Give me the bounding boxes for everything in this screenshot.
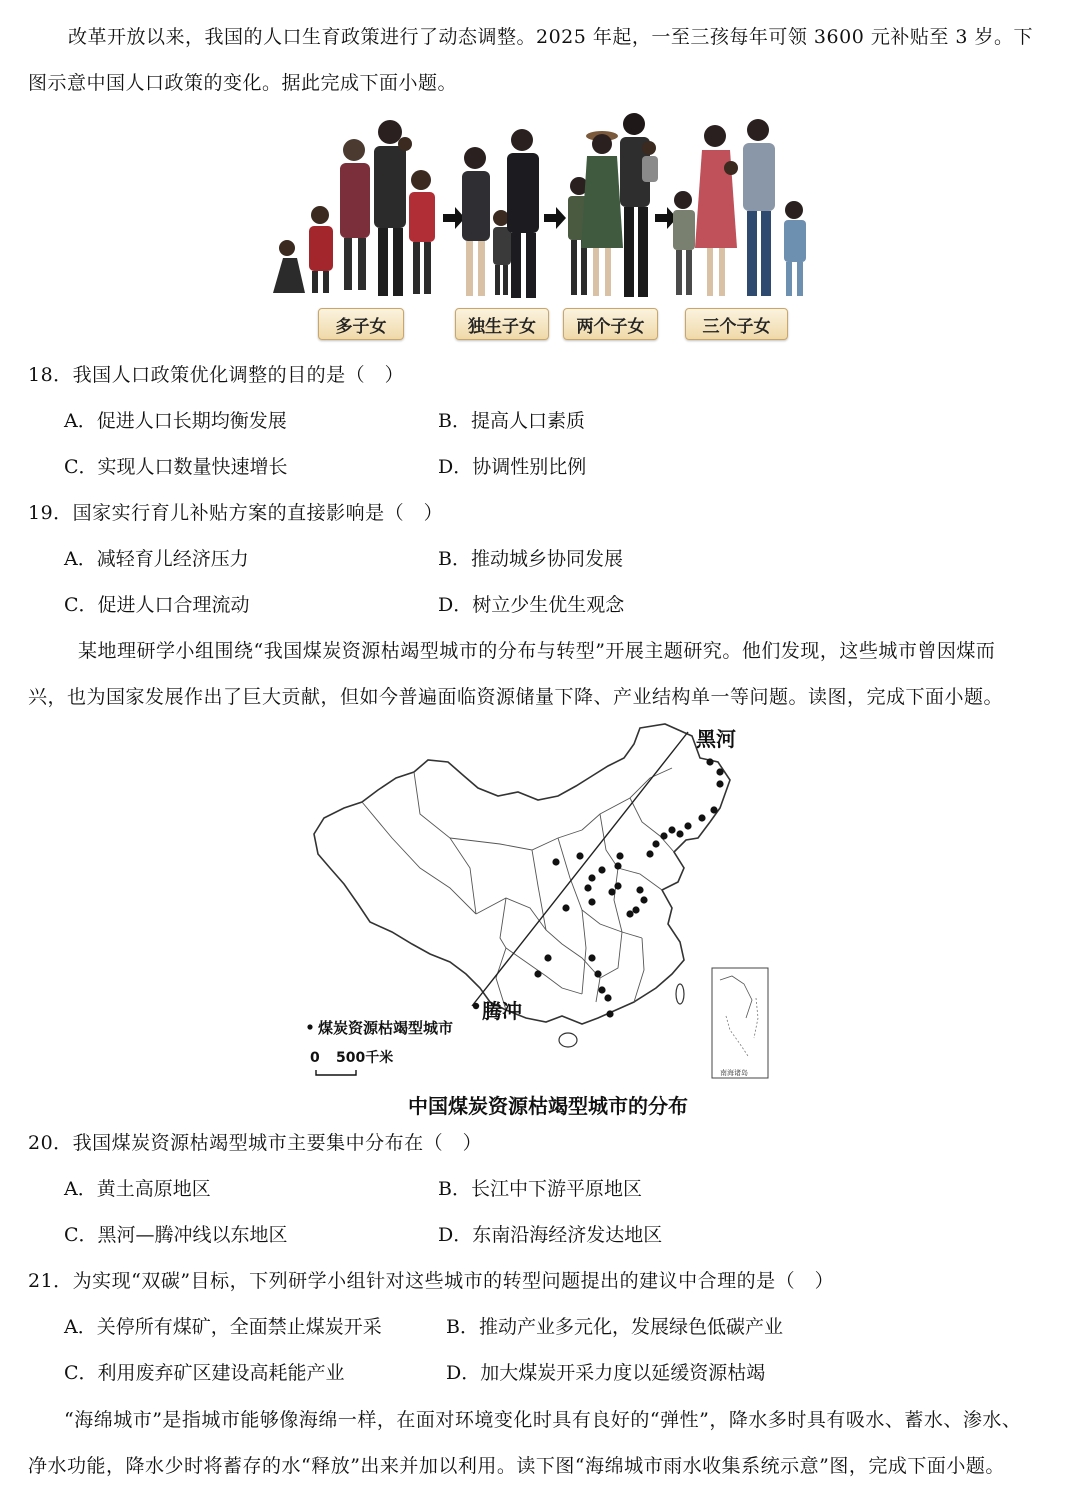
legend-dot-icon [307, 1024, 312, 1029]
coal-city-dot [626, 910, 633, 917]
q18-stem: 18．我国人口政策优化调整的目的是（ ） [28, 364, 405, 386]
q20-option-b: B．长江中下游平原地区 [438, 1178, 642, 1200]
q20-option-d: D．东南沿海经济发达地区 [438, 1224, 663, 1246]
province-boundaries [362, 768, 674, 1010]
label-one-child: 独生子女 [455, 308, 549, 340]
coal-city-dot [608, 888, 615, 895]
q21-option-a: A．关停所有煤矿，全面禁止煤炭开采 [64, 1316, 382, 1338]
coal-city-dot [544, 954, 551, 961]
coal-city-dot [588, 954, 595, 961]
q18-option-b: B．提高人口素质 [438, 410, 585, 432]
q18-option-d: D．协调性别比例 [438, 456, 587, 478]
intro1-line2: 图示意中国人口政策的变化。据此完成下面小题。 [28, 72, 458, 94]
q20-option-c: C．黑河—腾冲线以东地区 [64, 1224, 288, 1246]
q21-stem: 21．为实现“双碳”目标，下列研学小组针对这些城市的转型问题提出的建议中合理的是（ ） [28, 1270, 835, 1292]
q20-option-a: A．黄土高原地区 [64, 1178, 211, 1200]
family-many-children-illustration [273, 120, 435, 296]
china-coal-city-map [300, 718, 790, 1086]
coal-city-dot [588, 874, 595, 881]
coal-city-dot [640, 896, 647, 903]
coal-city-dot [668, 826, 675, 833]
q20-stem: 20．我国煤炭资源枯竭型城市主要集中分布在（ ） [28, 1132, 483, 1154]
label-two-children: 两个子女 [563, 308, 658, 340]
family-two-children-illustration [568, 113, 658, 297]
scale-zero: 0 [310, 1050, 320, 1066]
china-outline [314, 724, 730, 1024]
q21-option-b: B．推动产业多元化，发展绿色低碳产业 [446, 1316, 783, 1338]
south-china-sea-inset [712, 968, 768, 1078]
coal-city-dot [604, 994, 611, 1001]
q19-option-a: A．减轻育儿经济压力 [64, 548, 249, 570]
tengchong-dot [473, 1003, 479, 1009]
label-three-children: 三个子女 [685, 308, 788, 340]
china-map-svg [300, 718, 790, 1086]
coal-city-dots [473, 758, 724, 1017]
q21-option-c: C．利用废弃矿区建设高耗能产业 [64, 1362, 345, 1384]
coal-city-dot [706, 758, 713, 765]
coal-city-dot [606, 1010, 613, 1017]
family-illustration [265, 108, 820, 308]
intro2-line1: 某地理研学小组围绕“我国煤炭资源枯竭型城市的分布与转型”开展主题研究。他们发现，这些城市曾因煤而 [78, 640, 996, 662]
coal-city-dot [584, 884, 591, 891]
q21-option-d: D．加大煤炭开采力度以延缓资源枯竭 [446, 1362, 766, 1384]
coal-city-dot [636, 886, 643, 893]
coal-city-dot [698, 814, 705, 821]
coal-city-dot [632, 906, 639, 913]
coal-city-dot [576, 852, 583, 859]
coal-city-dot [598, 866, 605, 873]
coal-city-dot [598, 986, 605, 993]
right-arrow-icon [544, 207, 566, 229]
family-three-children-illustration [673, 119, 806, 296]
tengchong-label: 腾冲 [482, 999, 522, 1023]
intro2-line2: 兴，也为国家发展作出了巨大贡献，但如今普遍面临资源储量下降、产业结构单一等问题。读图，完成下面小题。 [28, 686, 1004, 708]
coal-city-dot [534, 970, 541, 977]
map-caption: 中国煤炭资源枯竭型城市的分布 [408, 1094, 688, 1118]
family-one-child-illustration [462, 129, 539, 298]
coal-city-dot [676, 830, 683, 837]
q19-stem: 19．国家实行育儿补贴方案的直接影响是（ ） [28, 502, 444, 524]
hainan-island [559, 1033, 577, 1047]
scale-value: 500千米 [336, 1050, 394, 1066]
coal-city-dot [660, 832, 667, 839]
coal-city-dot [652, 840, 659, 847]
coal-city-dot [614, 882, 621, 889]
coal-city-dot [684, 822, 691, 829]
coal-city-dot [710, 806, 717, 813]
q19-option-d: D．树立少生优生观念 [438, 594, 625, 616]
label-many-children: 多子女 [318, 308, 404, 340]
coal-city-dot [588, 898, 595, 905]
intro3-line1: “海绵城市”是指城市能够像海绵一样，在面对环境变化时具有良好的“弹性”，降水多时具有吸水、蓄水、渗水、 [64, 1409, 1022, 1431]
coal-city-dot [646, 850, 653, 857]
q19-option-b: B．推动城乡协同发展 [438, 548, 623, 570]
q18-option-a: A．促进人口长期均衡发展 [64, 410, 287, 432]
heihe-tengchong-line [472, 732, 688, 1006]
coal-city-dot [616, 852, 623, 859]
coal-city-dot [716, 768, 723, 775]
intro3-line2: 净水功能，降水少时将蓄存的水“释放”出来并加以利用。读下图“海绵城市雨水收集系统示意”图，完成下面小题。 [28, 1455, 1005, 1477]
inset-label: 南海诸岛 [720, 1069, 748, 1077]
coal-city-dot [562, 904, 569, 911]
q18-option-c: C．实现人口数量快速增长 [64, 456, 288, 478]
heihe-label: 黑河 [696, 727, 736, 751]
coal-city-dot [716, 780, 723, 787]
legend-label: 煤炭资源枯竭型城市 [318, 1019, 454, 1037]
coal-city-dot [552, 858, 559, 865]
coal-city-dot [614, 862, 621, 869]
coal-city-dot [594, 970, 601, 977]
taiwan-island [676, 984, 684, 1004]
right-arrow-icon [443, 207, 465, 229]
q19-option-c: C．促进人口合理流动 [64, 594, 250, 616]
intro1-line1: 改革开放以来，我国的人口生育政策进行了动态调整。2025 年起，一至三孩每年可领 3600 元补贴至 3 岁。下 [68, 26, 1033, 48]
scale-bar [316, 1070, 356, 1075]
